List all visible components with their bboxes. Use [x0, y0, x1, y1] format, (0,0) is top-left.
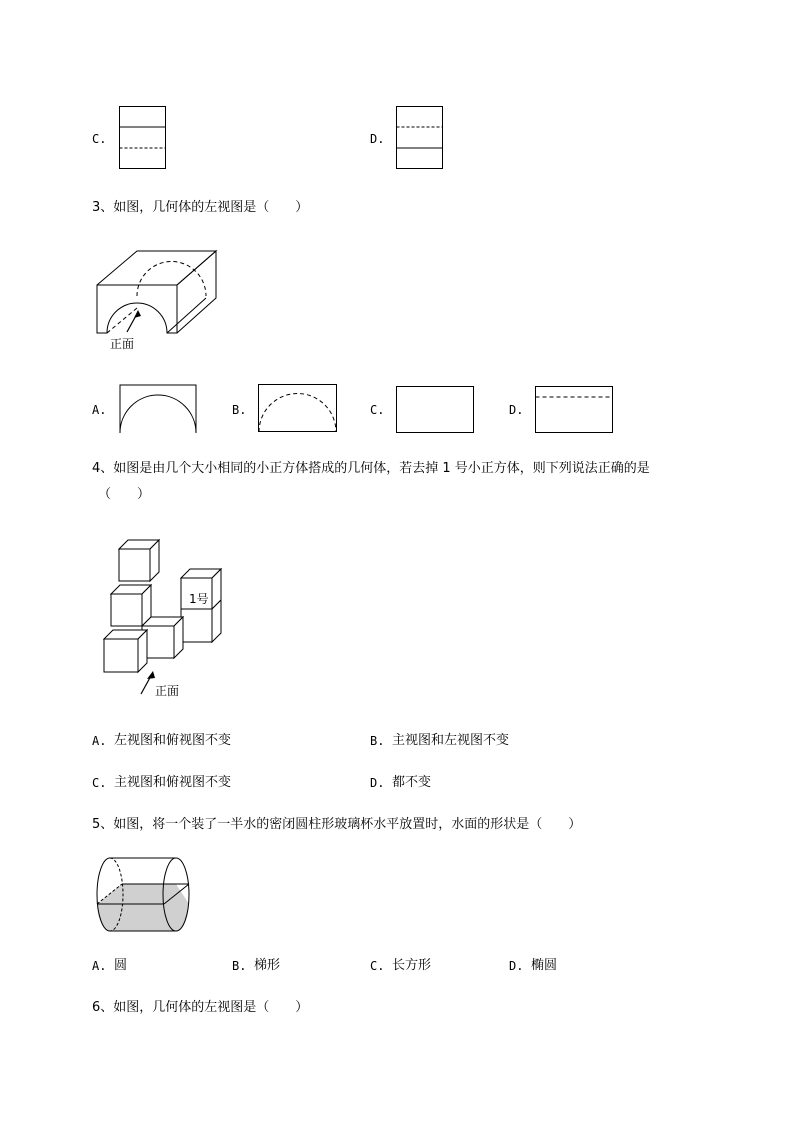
q4-cube-number-label: 1号: [189, 592, 209, 606]
q4-front-label: 正面: [155, 684, 180, 698]
q4-option-d-letter: D.: [370, 776, 385, 790]
q5-cylinder-figure: [94, 856, 196, 934]
q5-option-c-letter: C.: [370, 959, 385, 973]
q6-question-text: 6、如图，几何体的左视图是（ ）: [92, 1000, 309, 1015]
q4-question-text-line2: （ ）: [98, 487, 151, 502]
q3-option-d-figure: [535, 386, 615, 434]
q5-option-c-text: 长方形: [392, 958, 432, 973]
q4-option-d-text: 都不变: [392, 775, 432, 790]
q2-option-c-figure: [119, 106, 167, 170]
q5-option-b-letter: B.: [232, 959, 247, 973]
q4-option-a-text: 左视图和俯视图不变: [114, 733, 232, 748]
q3-option-d-letter: D.: [509, 403, 524, 417]
q5-option-a-text: 圆: [114, 958, 128, 973]
q5-question-text: 5、如图，将一个装了一半水的密闭圆柱形玻璃杯水平放置时，水面的形状是（ ）: [92, 817, 582, 832]
q3-solid-figure: [94, 248, 220, 338]
q2-option-d-letter: D.: [370, 132, 385, 146]
q3-front-label: 正面: [110, 337, 135, 351]
q4-option-c-letter: C.: [92, 776, 107, 790]
q4-option-b-text: 主视图和左视图不变: [392, 733, 510, 748]
q5-option-d-letter: D.: [509, 959, 524, 973]
q3-option-c-figure: [396, 386, 476, 434]
q3-option-a-figure: [119, 384, 199, 434]
q5-option-b-text: 梯形: [254, 958, 281, 973]
q3-option-a-letter: A.: [92, 403, 107, 417]
q3-question-text: 3、如图，几何体的左视图是（ ）: [92, 200, 309, 215]
q3-option-b-letter: B.: [232, 403, 247, 417]
q2-option-d-figure: [396, 106, 444, 170]
q2-option-c-letter: C.: [92, 132, 107, 146]
q4-option-a-letter: A.: [92, 734, 107, 748]
q4-option-c-text: 主视图和俯视图不变: [114, 775, 232, 790]
q5-option-d-text: 椭圆: [531, 958, 558, 973]
q4-option-b-letter: B.: [370, 734, 385, 748]
q3-option-b-figure: [258, 384, 340, 434]
q4-question-text-line1: 4、如图是由几个大小相同的小正方体搭成的几何体，若去掉 1 号小正方体，则下列说法正确的是: [92, 461, 650, 476]
q5-option-a-letter: A.: [92, 959, 107, 973]
q3-option-c-letter: C.: [370, 403, 385, 417]
